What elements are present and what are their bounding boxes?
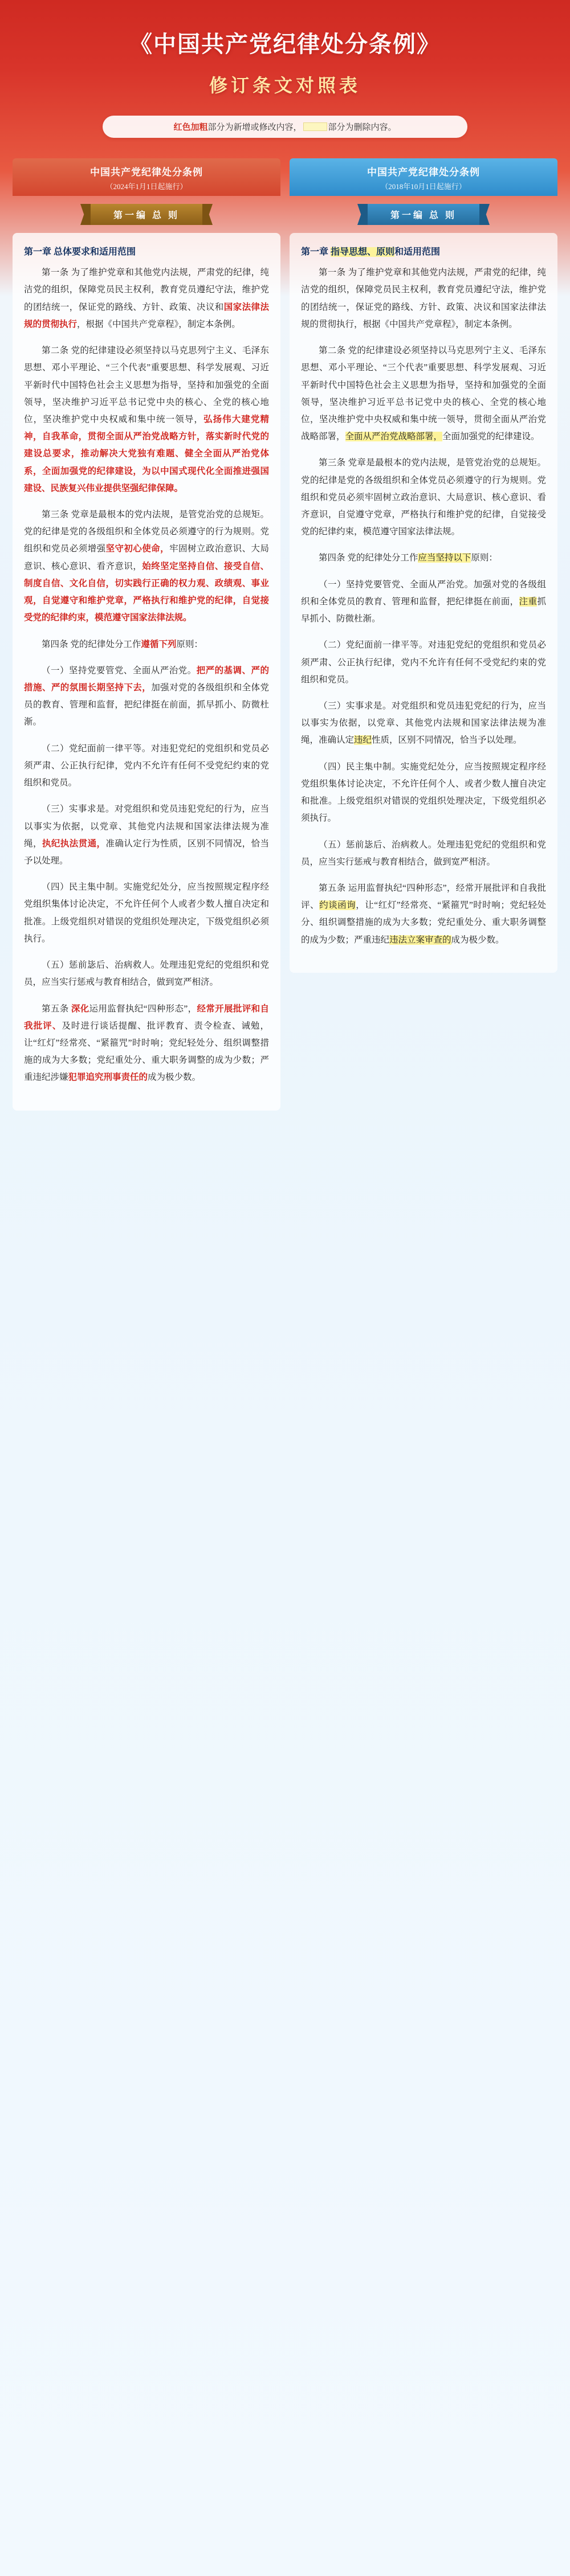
deleted-text: 违纪 xyxy=(354,735,372,746)
article-paragraph xyxy=(301,880,546,949)
deleted-text: 应当坚持以下 xyxy=(418,553,471,563)
article-paragraph xyxy=(24,506,269,627)
body-text: （三）实事求是。对党组织和党员违犯党纪的行为，应当以事实为依据，以党章、其他党内法规和国家法律法规为准绳， xyxy=(24,804,269,849)
body-text: 抓早抓小、防微杜渐。 xyxy=(301,596,546,624)
body-text: 准确认定行为性质，区别不同情况，恰当予以处理。 xyxy=(24,838,269,866)
column-right-banner-wrap xyxy=(290,204,557,225)
column-left-banner: 第一编 总 则 xyxy=(91,204,202,225)
article-paragraph xyxy=(24,740,269,792)
article-paragraph xyxy=(24,342,269,497)
article-paragraph xyxy=(301,550,546,567)
body-text: 加强对党的各级组织和全体党员的教育、管理和监督，把纪律挺在前面，抓早抓小、防微杜渐。 xyxy=(24,683,269,727)
legend-red-label: 红色加粗 xyxy=(173,123,208,132)
column-right-chapter-highlight: 指导思想、原则 xyxy=(331,247,395,257)
column-left xyxy=(8,158,285,1111)
column-right-chapter xyxy=(301,243,546,261)
column-right-date: （2018年10月1日起施行） xyxy=(381,182,466,191)
legend-yellow-swatch xyxy=(303,122,327,131)
revised-text: 深化 xyxy=(71,1004,89,1014)
body-text: 第五条 运用监督执纪“四种形态”，经常开展批评和自我批评、 xyxy=(301,883,546,911)
column-left-banner-wrap xyxy=(13,204,280,225)
body-text: 成为极少数。 xyxy=(451,935,504,945)
deleted-text: 违法立案审查的 xyxy=(389,935,451,945)
body-text: 原则： xyxy=(176,639,203,649)
legend-middle-text: 部分为新增或修改内容， xyxy=(207,123,302,132)
column-right-banner: 第一编 总 则 xyxy=(368,204,479,225)
page-subtitle: 修订条文对照表 xyxy=(209,75,361,96)
body-text: 第三条 党章是最根本的党内法规，是管党治党的总规矩。党的纪律是党的各级组织和全体党员必须遵守的行为规则。党组织和党员必须增强 xyxy=(24,510,269,554)
body-text: 原则： xyxy=(471,553,498,563)
body-text: （一）坚持党要管党、全面从严治党。 xyxy=(42,665,197,675)
legend xyxy=(103,116,467,138)
body-text: 第五条 xyxy=(42,1004,71,1014)
deleted-text: 约谈函询 xyxy=(319,900,356,911)
body-text: （四）民主集中制。实施党纪处分，应当按照规定程序经党组织集体讨论决定，不允许任何个人、或者少数人擅自决定和批准。上级党组织对错误的党组织处理决定，下级党组织必须执行。 xyxy=(301,761,546,824)
body-text: （四）民主集中制。实施党纪处分，应当按照规定程序经党组织集体讨论决定，不允许任何个人或者少数人擅自决定和批准。上级党组织对错误的党组织处理决定，下级党组织必须执行。 xyxy=(24,882,269,944)
revised-text: 把严的基调、严的措施、严的氛围长期坚持下去， xyxy=(24,665,269,693)
column-left-title: 中国共产党纪律处分条例 xyxy=(90,167,203,178)
article-paragraph xyxy=(24,1001,269,1087)
body-text: （五）惩前毖后、治病救人。处理违犯党纪的党组织和党员，应当实行惩戒与教育相结合，做到宽严相济。 xyxy=(24,960,269,988)
column-right-chapter-post: 和适用范围 xyxy=(394,247,441,257)
revised-text: 始终坚定坚持自信、接受自信、制度自信、文化自信，切实践行正确的权力观、政绩观、事业观，自觉遵守和维护党章，严格执行和维护党的纪律，自觉接受党的纪律约束，模范遵守国家法律法规。 xyxy=(24,561,269,623)
body-text: （五）惩前毖后、治病救人。处理违犯党纪的党组织和党员，应当实行惩戒与教育相结合，做到宽严相济。 xyxy=(301,839,546,867)
body-text: （一）坚持党要管党、全面从严治党。加强对党的各级组织和全体党员的教育、管理和监督，把纪律挺在前面， xyxy=(301,579,546,607)
body-text: 运用监督执纪“四种形态”， xyxy=(89,1004,197,1014)
page-title: 《中国共产党纪律处分条例》 xyxy=(129,31,441,57)
revised-text: 遵循下列 xyxy=(141,639,177,649)
article-paragraph xyxy=(24,264,269,333)
body-text: 牢固树立政治意识、大局意识、核心意识、看齐意识， xyxy=(24,544,269,571)
column-left-articles xyxy=(24,264,269,1086)
deleted-text: 注重 xyxy=(519,596,538,607)
column-right-articles xyxy=(301,264,546,949)
body-text: （二）党纪面前一律平等。对违犯党纪的党组织和党员必须严肃、公正执行纪律，党内不允许有任何不受党纪约束的党组织和党员。 xyxy=(301,640,546,685)
article-paragraph xyxy=(301,637,546,689)
body-text: 全面加强党的纪律建设。 xyxy=(442,432,540,442)
body-text: 成为极少数。 xyxy=(148,1072,201,1083)
body-text: 第四条 党的纪律处分工作 xyxy=(42,639,141,649)
body-text: （二）党纪面前一律平等。对违犯党纪的党组织和党员必须严肃、公正执行纪律，党内不允许有任何不受党纪约束的党组织和党员。 xyxy=(24,743,269,788)
article-paragraph xyxy=(24,636,269,653)
column-left-date: （2024年1月1日起施行） xyxy=(105,182,188,191)
column-left-header xyxy=(13,158,280,196)
body-text: 及时进行谈话提醒、批评教育、责令检查、诫勉，让“红灯”经常亮、“紧箍咒”时时响；党纪轻处分、组织调整措施的成为大多数；党纪重处分、重大职务调整的成为少数；严重违纪涉嫌 xyxy=(24,1021,269,1083)
article-paragraph xyxy=(301,759,546,828)
column-right-body xyxy=(290,233,557,973)
column-left-body xyxy=(13,233,280,1111)
body-text: 第三条 党章是最根本的党内法规，是管党治党的总规矩。党的纪律是党的各级组织和全体党员必须遵守的行为规则。党组织和党员必须牢固树立政治意识、大局意识、核心意识、看齐意识，自觉遵守党章，严格执行和维护党的纪律，自觉接受党的纪律约束，模范遵守国家法律法规。 xyxy=(301,458,546,537)
body-text: ，让“红灯”经常亮、“紧箍咒”时时响；党纪轻处分、组织调整措施的成为大多数；党纪重处分、重大职务调整的成为少数；严重违纪 xyxy=(301,900,546,945)
revised-text: 弘扬伟大建党精神， xyxy=(24,414,269,442)
article-paragraph xyxy=(24,801,269,870)
comparison-columns xyxy=(0,144,570,1111)
article-paragraph xyxy=(24,879,269,948)
body-text: 第二条 党的纪律建设必须坚持以马克思列宁主义、毛泽东思想、邓小平理论、“三个代表”重要思想、科学发展观、习近平新时代中国特色社会主义思想为指导，坚持和加强党的全面领导，坚决维护习近平总书记党中央的核心、全党的核心地位，坚决维护党中央权威和集中统一领导， xyxy=(24,346,269,424)
column-right-title: 中国共产党纪律处分条例 xyxy=(367,167,480,178)
revised-text: 经常开展批评和自我批评、 xyxy=(24,1004,269,1031)
body-text: 第一条 为了维护党章和其他党内法规，严肃党的纪律，纯洁党的组织，保障党员民主权利，教育党员遵纪守法，维护党的团结统一，保证党的路线、方针、政策、决议和 xyxy=(24,268,269,312)
article-paragraph xyxy=(301,837,546,871)
article-paragraph xyxy=(301,454,546,540)
legend-end-text: 部分为删除内容。 xyxy=(328,123,397,132)
body-text: ，根据《中国共产党章程》，制定本条例。 xyxy=(77,319,241,329)
column-right-header xyxy=(290,158,557,196)
body-text: （三）实事求是。对党组织和党员违犯党纪的行为，应当以事实为依据，以党章、其他党内法规和国家法律法规为准绳，准确认定 xyxy=(301,701,546,746)
body-text: 性质，区别不同情况，恰当予以处理。 xyxy=(372,735,522,746)
article-paragraph xyxy=(301,264,546,333)
article-paragraph xyxy=(301,342,546,445)
revised-text: 自我革命，贯彻全面从严治党战略方针，落实新时代党的建设总要求， xyxy=(24,432,269,459)
deleted-text: 全面从严治党战略部署， xyxy=(345,432,443,442)
revised-text: 犯罪追究刑事责任的 xyxy=(68,1072,148,1083)
body-text: 第二条 党的纪律建设必须坚持以马克思列宁主义、毛泽东思想、邓小平理论、“三个代表”重要思想、科学发展观、习近平新时代中国特色社会主义思想为指导，坚持和加强党的全面领导，坚决维护习近平总书记党中央的核心、全党的核心地位，坚决维护党中央权威和集中统一领导，贯彻全面从严治党战略部署， xyxy=(301,346,546,442)
revised-text: 推动解决大党独有难题、健全全面从严治党体系，全面加强党的纪律建设，为以中国式现代化全面推进强国建设、民族复兴伟业提供坚强纪律保障。 xyxy=(24,449,269,493)
page-header xyxy=(0,0,570,144)
body-text: 第四条 党的纪律处分工作 xyxy=(319,553,418,563)
revised-text: 执纪执法贯通， xyxy=(42,838,106,849)
column-left-chapter: 第一章 总体要求和适用范围 xyxy=(24,247,136,257)
article-paragraph xyxy=(24,662,269,731)
revised-text: 国家法律法规的贯彻执行 xyxy=(24,302,269,329)
column-right xyxy=(285,158,562,1111)
revised-text: 坚守初心使命， xyxy=(105,544,170,554)
body-text: 第一条 为了维护党章和其他党内法规，严肃党的纪律，纯洁党的组织，保障党员民主权利，教育党员遵纪守法，维护党的团结统一，保证党的路线、方针、政策、决议和国家法律法规的贯彻执行，根据《中国共产党章程》，制定本条例。 xyxy=(301,268,546,329)
article-paragraph xyxy=(301,698,546,750)
column-right-chapter-pre: 第一章 xyxy=(301,247,329,257)
article-paragraph xyxy=(301,576,546,628)
article-paragraph xyxy=(24,957,269,991)
